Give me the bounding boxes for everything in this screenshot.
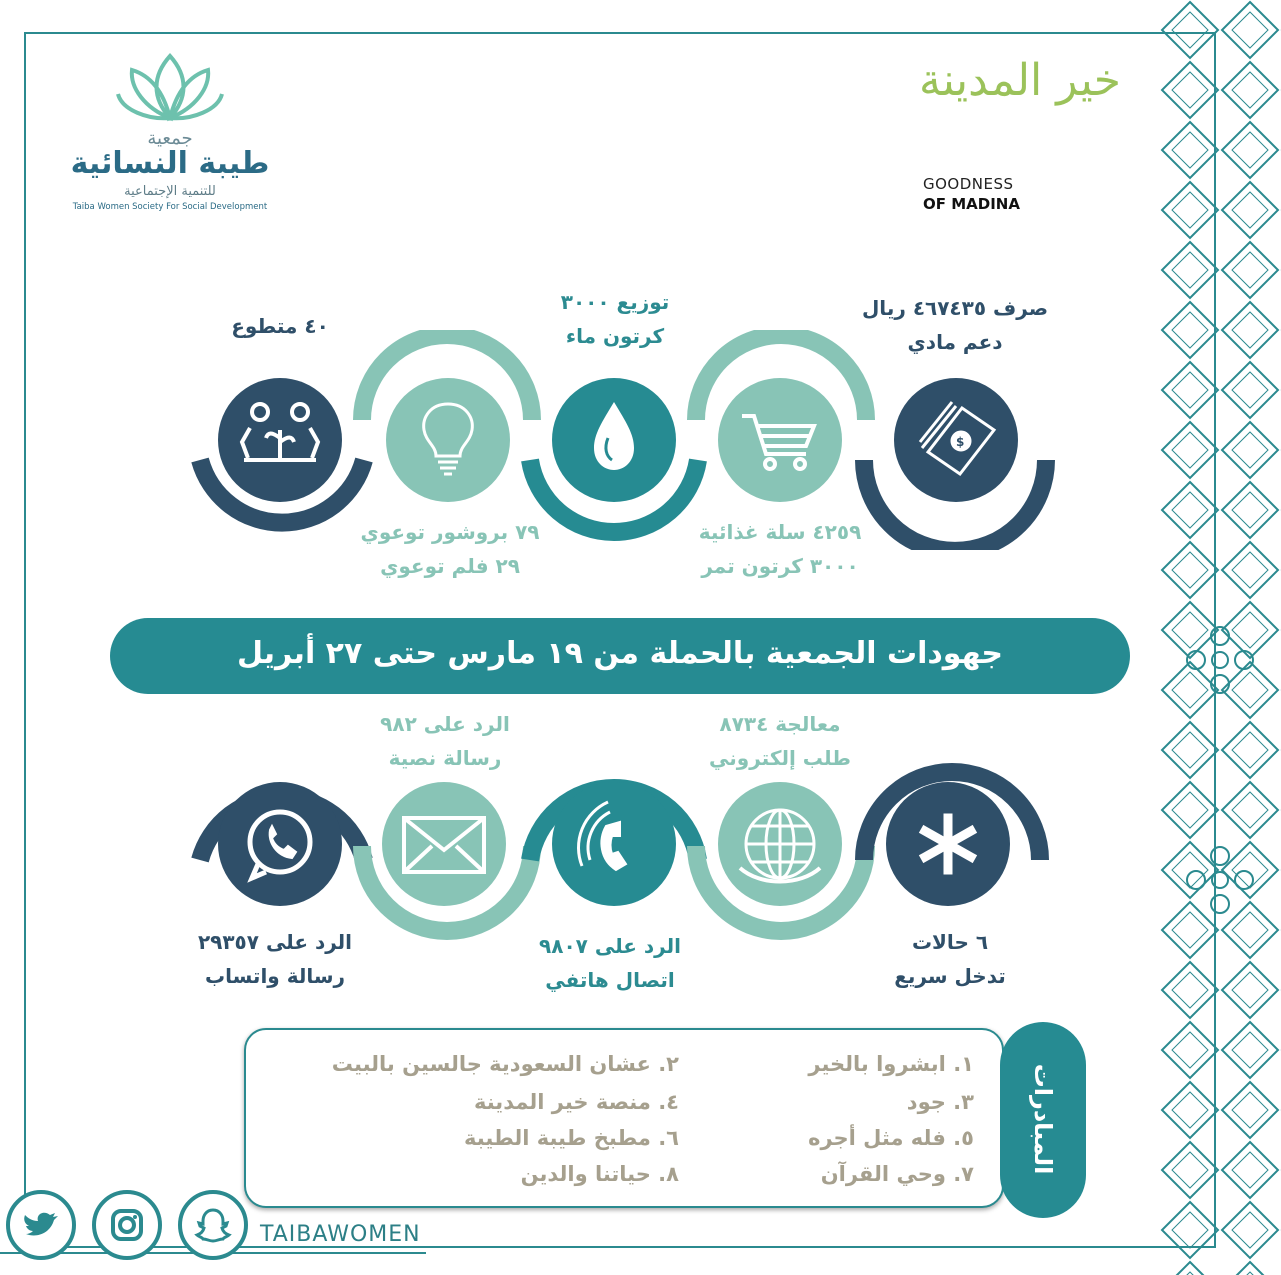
- initiative-item-4: ٤. منصة خير المدينة: [474, 1090, 679, 1114]
- logo-english-line1: GOODNESS: [923, 175, 1014, 193]
- instagram-button[interactable]: [92, 1190, 162, 1260]
- emergency-label-line2: تدخل سريع: [894, 964, 1006, 988]
- goodness-of-madina-logo: [895, 55, 1135, 225]
- sms-label-line2: رسالة نصية: [388, 746, 502, 770]
- logo-line1: جمعية: [147, 128, 193, 149]
- initiative-item-1: ١. ابشروا بالخير: [808, 1052, 974, 1076]
- logo-english: Taiba Women Society For Social Development: [72, 202, 268, 212]
- emergency-label-line1: ٦ حالات: [911, 930, 989, 954]
- initiatives-label: [1000, 1022, 1086, 1218]
- logo-calligraphy: خير المدينة: [918, 55, 1122, 106]
- initiative-item-7: ٧. وحي القرآن: [820, 1162, 974, 1186]
- initiative-item-6: ٦. مطبخ طيبة الطيبة: [464, 1126, 679, 1150]
- bottom-circles-row: [180, 760, 1080, 950]
- whatsapp-label-line2: رسالة واتساب: [204, 964, 346, 988]
- brochure-label-line1: ٧٩ بروشور توعوي: [360, 520, 540, 544]
- snapchat-button[interactable]: [178, 1190, 248, 1260]
- logo-line2: طيبة النسائية: [70, 146, 270, 181]
- sms-label-line1: الرد على ٩٨٢: [380, 712, 510, 736]
- svg-text:$: $: [956, 435, 965, 449]
- banner-title: جهودات الجمعية بالحملة من ١٩ مارس حتى ٢٧ أبريل: [236, 636, 1004, 671]
- food-label-line2: ٣٠٠٠ كرتون تمر: [701, 554, 859, 578]
- twitter-button[interactable]: [6, 1190, 76, 1260]
- initiatives-label-text: المبادرات: [1029, 1063, 1057, 1175]
- top-circles-row: [180, 330, 1080, 550]
- decorative-pattern: [1160, 0, 1281, 1275]
- campaign-banner: [110, 618, 1130, 694]
- money-label-line2: دعم مادي: [907, 330, 1003, 354]
- logo-english-line2: OF MADINA: [923, 195, 1020, 213]
- initiative-item-5: ٥. فله مثل أجره: [808, 1126, 974, 1150]
- lotus-icon: [60, 48, 280, 128]
- initiative-item-2: ٢. عشان السعودية جالسين بالبيت: [331, 1052, 679, 1076]
- water-label-line2: كرتون ماء: [565, 324, 665, 348]
- food-label-line1: ٤٢٥٩ سلة غذائية: [698, 520, 862, 544]
- phone-label-line1: الرد على ٩٨٠٧: [539, 934, 681, 958]
- logo-line3: للتنمية الإجتماعية: [124, 184, 216, 199]
- brochure-label-line2: ٢٩ فلم توعوي: [380, 554, 520, 578]
- initiative-item-3: ٣. جود: [906, 1090, 974, 1114]
- money-label-line1: صرف ٤٦٧٤٣٥ ريال: [861, 296, 1049, 320]
- twitter-icon: [10, 1194, 72, 1256]
- instagram-icon: [96, 1194, 158, 1256]
- taiba-society-logo: [60, 48, 280, 228]
- initiative-item-8: ٨. حياتنا والدين: [520, 1162, 679, 1186]
- whatsapp-label-line1: الرد على ٢٩٣٥٧: [197, 930, 353, 954]
- volunteers-label: ٤٠ متطوع: [231, 314, 329, 338]
- online-label-line2: طلب إلكتروني: [709, 746, 851, 770]
- water-label-line1: توزيع ٣٠٠٠: [560, 290, 670, 314]
- snapchat-icon: [182, 1194, 244, 1256]
- online-label-line1: معالجة ٨٧٣٤: [719, 712, 841, 736]
- phone-label-line2: اتصال هاتفي: [545, 968, 675, 992]
- social-handle[interactable]: TAIBAWOMEN: [260, 1222, 421, 1247]
